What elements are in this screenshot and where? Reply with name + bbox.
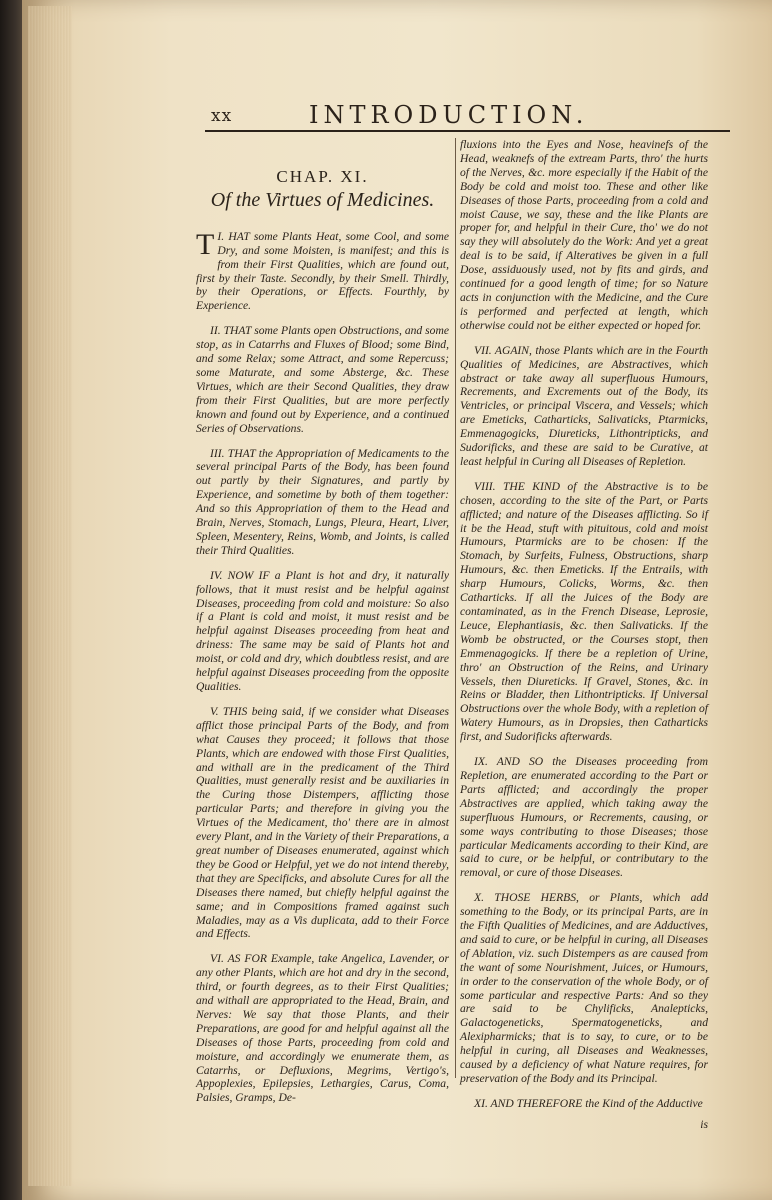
paragraph: VII. AGAIN, those Plants which are in the Fourth Qualities of Medicines, are Abstractives, which abstract or take away all superfluous Humours, Recrements, and Excrements out of the Body, its Ventricles, or principal Viscera, and Vessels; which are Emeticks, Catharticks, Salivaticks, Ptarmicks, Emmenagogicks, Diureticks, Lithontripticks, and Sudorificks, and these are said to be Curative, at least helpful in Curing all Diseases of Repletion.	[460, 343, 708, 468]
page-number: xx	[211, 106, 233, 126]
column-divider	[455, 138, 456, 1078]
page-edges	[28, 6, 72, 1186]
right-column	[460, 138, 708, 1132]
paragraph: X. THOSE HERBS, or Plants, which add something to the Body, or its principal Parts, are in the Fifth Qualities of Medicines, and are Adductives, and said to cure, or be helpful in curing, all Diseases of Ablation, viz. such Distempers as are caused from the want of some Nourishment, Juices, or Humours, in order to the conservation of the whole Body, or of some particular and respective Parts: And so they are said to be Chylificks, Analepticks, Galactogeneticks, Spermatogeneticks, and Alexipharmicks; that is to say, to cure, or to be helpful in curing, all Diseases and Weaknesses, caused by a deficiency of what Nature requires, for preservation of the Body and its Principal.	[460, 891, 708, 1085]
drop-cap: T	[196, 227, 215, 261]
paragraph: IX. AND SO the Diseases proceeding from Repletion, are enumerated according to the Part or Parts afflicted; and accordingly the proper Abstractives are applied, which taking away the superfluous Humours, or Recrements, causing, or some ways contributing to those Diseases; those particular Medicaments according to their Kind, are said to cure, or be helpful, or contributary to the removal, or cure of those Diseases.	[460, 755, 708, 880]
page-header	[205, 100, 730, 132]
chapter-number: CHAP. XI.	[276, 167, 369, 186]
paragraph: IV. NOW IF a Plant is hot and dry, it naturally follows, that it must resist and be helpful against Diseases, proceeding from cold and moisture: So also if a Plant is cold and moist, it must resist and be helpful against Diseases proceeding from heat and driness: The same may be said of Plants hot and moist, or cold and dry, which doubtless resist, and are helpful against Diseases proceeding from the opposite Qualities.	[196, 568, 449, 693]
paragraph: T I. HAT some Plants Heat, some Cool, and some Dry, and some Moisten, is manifest; and this is from their First Qualities, which are found out, first by their Taste. Secondly, by their Smell. Thirdly, by their Operations, or Effects. Fourthly, by Experience.	[196, 227, 449, 313]
paragraph: II. THAT some Plants open Obstructions, and some stop, as in Catarrhs and Fluxes of Blood; some Bind, and some Relax; some Attract, and some Repercuss; some Maturate, and some Absterge, &c. These Virtues, which are their Second Qualities, they draw from their First Qualities, but are more perfectly known and found out by Experience, and a continued Series of Observations.	[196, 324, 449, 435]
paragraph: VI. AS FOR Example, take Angelica, Lavender, or any other Plants, which are hot and dry in the second, third, or fourth degrees, as to their First Qualities; and withall are appropriated to the Head, Brain, and Nerves: We say that those Plants, and their Preparations, are good for and helpful against all the Diseases of those Parts, proceeding from cold and moisture, and accordingly we enumerate them, as Catarrhs, or Defluxions, Megrims, Vertigo's, Appoplexies, Epilepsies, Lethargies, Carus, Coma, Palsies, Gramps, De-	[196, 952, 449, 1105]
paragraph: III. THAT the Appropriation of Medicaments to the several principal Parts of the Body, has been found out partly by their Signatures, and partly by Experience, and sometime by both of them together: And so this Appropriation of them to the Head and Brain, Nerves, Stomach, Lungs, Pleura, Heart, Liver, Spleen, Mesentery, Reins, Womb, and Joints, is called their Third Qualities.	[196, 446, 449, 557]
left-column	[196, 167, 449, 1116]
paragraph: VIII. THE KIND of the Abstractive is to be chosen, according to the site of the Part, or Parts afflicted; and nature of the Diseases afflicting. So if it be the Head, stuft with pituitous, cold and moist Humours, Ptarmicks are to be chosen: If the Stomach, by Surfeits, Fulness, Obstructions, sharp Humours, &c. then Emeticks. If the Entrails, with sharp Humours, Colicks, Worms, &c. then Catharticks. If all the Juices of the Body are contaminated, as in the French Disease, Leprosie, Leuce, Elephantiasis, &c. then Salivaticks. If the Womb be obstructed, or the Courses stopt, then Emmenagogicks. If there be a repletion of Urine, thro' an Obstruction of the Reins, and Urinary Vessels, then Diureticks. If Gravel, Stones, &c. in Reins or Bladder, then Lithontripticks. If Universal Obstructions over the whole Body, with a repletion of Watery Humours, as in Dropsies, then Catharticks first, and Sudorificks afterwards.	[460, 479, 708, 744]
paragraph: XI. AND THEREFORE the Kind of the Adductive	[474, 1096, 703, 1110]
paragraph: fluxions into the Eyes and Nose, heavinefs of the Head, weaknefs of the extream Parts, thro' the hurts of the Nerves, &c. more especially if the Habit of the Body be cold and moist too. These and other like Diseases of those Parts, proceeding from a cold and moist Cause, we say, these and the like Plants are proper for, and helpful in their Cure, tho' we do not say they will absolutely do the Work: And yet a great deal is to be said, if Alteratives be given in a full Dose, assiduously used, not by fits and girds, and continued for a good length of time; for so Nature acts in conjunction with the Medicine, and the Cure is performed and perfected at length, which otherwise could not be either expected or hoped for.	[460, 138, 708, 332]
paragraph: V. THIS being said, if we consider what Diseases afflict those principal Parts of the Body, and from what Causes they proceed; it follows that those Plants, which are endowed with those First Qualities, and withall are in the predicament of the Third Qualities, must generally resist and be auxiliaries in the Curing those Distempers, afflicting those particular Parts; and therefore in giving you the Virtues of the Medicament, tho' there are in almost every Plant, and in the Variety of their Preparations, a great number of Diseases enumerated, against which they be Good or Helpful, yet we do not intend thereby, that they are Specificks, and absolute Cures for all the Diseases there named, but chiefly helpful against the same; and in Compositions framed against such Maladies, may as a Vis duplicata, add to their Force and Effects.	[196, 704, 449, 941]
chapter-title: Of the Virtues of Medicines.	[210, 188, 435, 211]
running-title: INTRODUCTION.	[309, 101, 589, 129]
catchword: is	[700, 1117, 708, 1131]
